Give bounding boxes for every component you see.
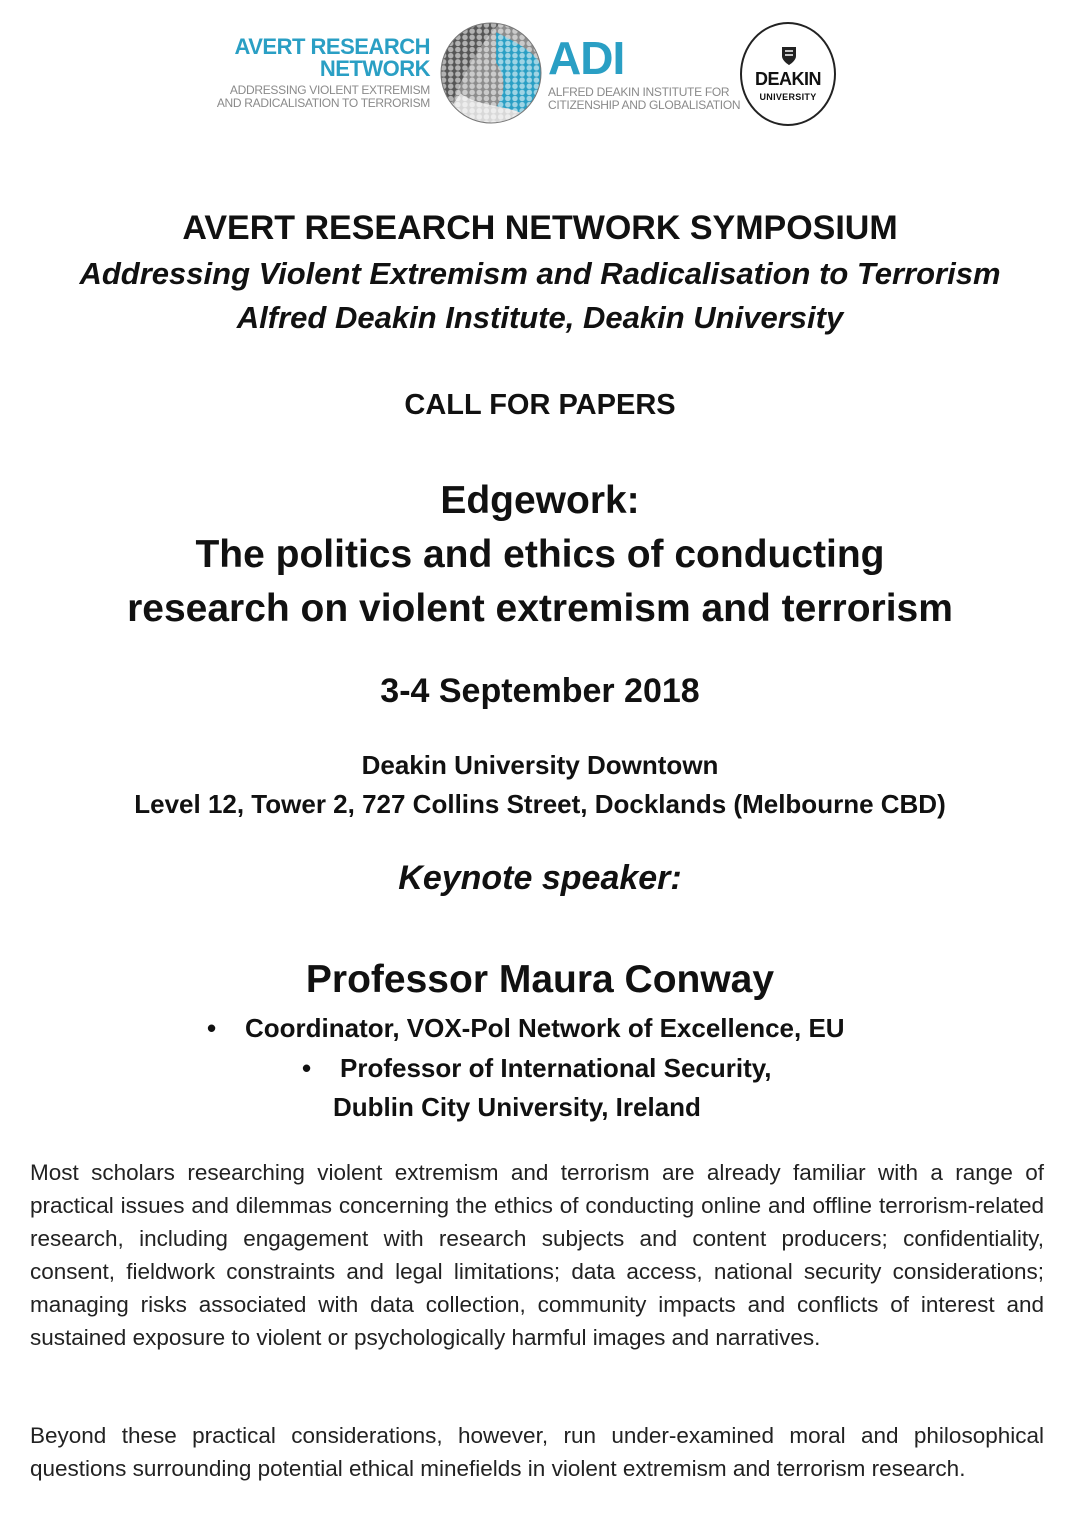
speaker-role-1-text: Coordinator, VOX-Pol Network of Excellence, EU xyxy=(245,1013,845,1043)
deakin-logo-name: DEAKIN xyxy=(754,69,821,89)
deakin-university-logo xyxy=(740,22,836,126)
symposium-subtitle-line1: Addressing Violent Extremism and Radicalisation to Terrorism xyxy=(79,256,1001,291)
bullet-icon: • xyxy=(302,1053,312,1083)
adi-logo xyxy=(548,32,741,112)
speaker-role-2-continuation: Dublin City University, Ireland xyxy=(333,1092,701,1122)
speaker-role-2 xyxy=(302,1051,772,1085)
deakin-logo-sub: UNIVERSITY xyxy=(759,92,817,102)
adi-logo-title: ADI xyxy=(548,32,625,84)
speaker-role-1 xyxy=(207,1011,845,1045)
avert-logo-sub-line2: AND RADICALISATION TO TERRORISM xyxy=(216,96,430,110)
logo-banner xyxy=(0,14,1080,144)
bullet-icon: • xyxy=(207,1013,217,1043)
adi-logo-sub-line1: ALFRED DEAKIN INSTITUTE FOR xyxy=(548,85,730,99)
avert-logo-sub-line1: ADDRESSING VIOLENT EXTREMISM xyxy=(229,83,430,97)
speaker-role-2-text: Professor of International Security, xyxy=(340,1053,772,1083)
avert-logo-sub xyxy=(217,84,430,110)
shield-icon xyxy=(781,46,797,66)
avert-logo-title-line2: NETWORK xyxy=(319,56,430,81)
globe-icon xyxy=(440,22,542,124)
avert-logo xyxy=(217,36,430,110)
keynote-label: Keynote speaker: xyxy=(398,859,682,897)
adi-logo-sub-line2: CITIZENSHIP AND GLOBALISATION xyxy=(548,98,741,112)
call-for-papers-heading: CALL FOR PAPERS xyxy=(404,389,676,421)
venue-line1: Deakin University Downtown xyxy=(361,750,719,780)
symposium-title: AVERT RESEARCH NETWORK SYMPOSIUM xyxy=(182,209,898,247)
keynote-speaker-name: Professor Maura Conway xyxy=(305,958,775,1001)
headline-line2: The politics and ethics of conducting xyxy=(195,533,885,576)
venue-line2: Level 12, Tower 2, 727 Collins Street, Docklands (Melbourne CBD) xyxy=(134,789,946,819)
event-date: 3-4 September 2018 xyxy=(380,672,700,710)
body-paragraph-1: Most scholars researching violent extremism and terrorism are already familiar with a range of practical issues and dilemmas concerning the ethics of conducting online and offline terrorism-related research, including engagement with research subjects and content producers; confidentiality, consent, fieldwork constraints and legal limitations; data access, national security considerations; managing risks associated with data collection, community impacts and conflicts of interest and sustained exposure to violent or psychologically harmful images and narratives. xyxy=(30,1160,1044,1350)
headline-line3: research on violent extremism and terrorism xyxy=(127,587,953,630)
headline-line1: Edgework: xyxy=(440,479,640,522)
body-paragraph-2: Beyond these practical considerations, however, run under-examined moral and philosophical questions surrounding potential ethical minefields in violent extremism and terrorism research. xyxy=(30,1423,1044,1481)
adi-logo-sub xyxy=(548,86,740,112)
avert-logo-title-line1: AVERT RESEARCH xyxy=(234,34,430,59)
symposium-subtitle-line2: Alfred Deakin Institute, Deakin University xyxy=(236,300,844,335)
